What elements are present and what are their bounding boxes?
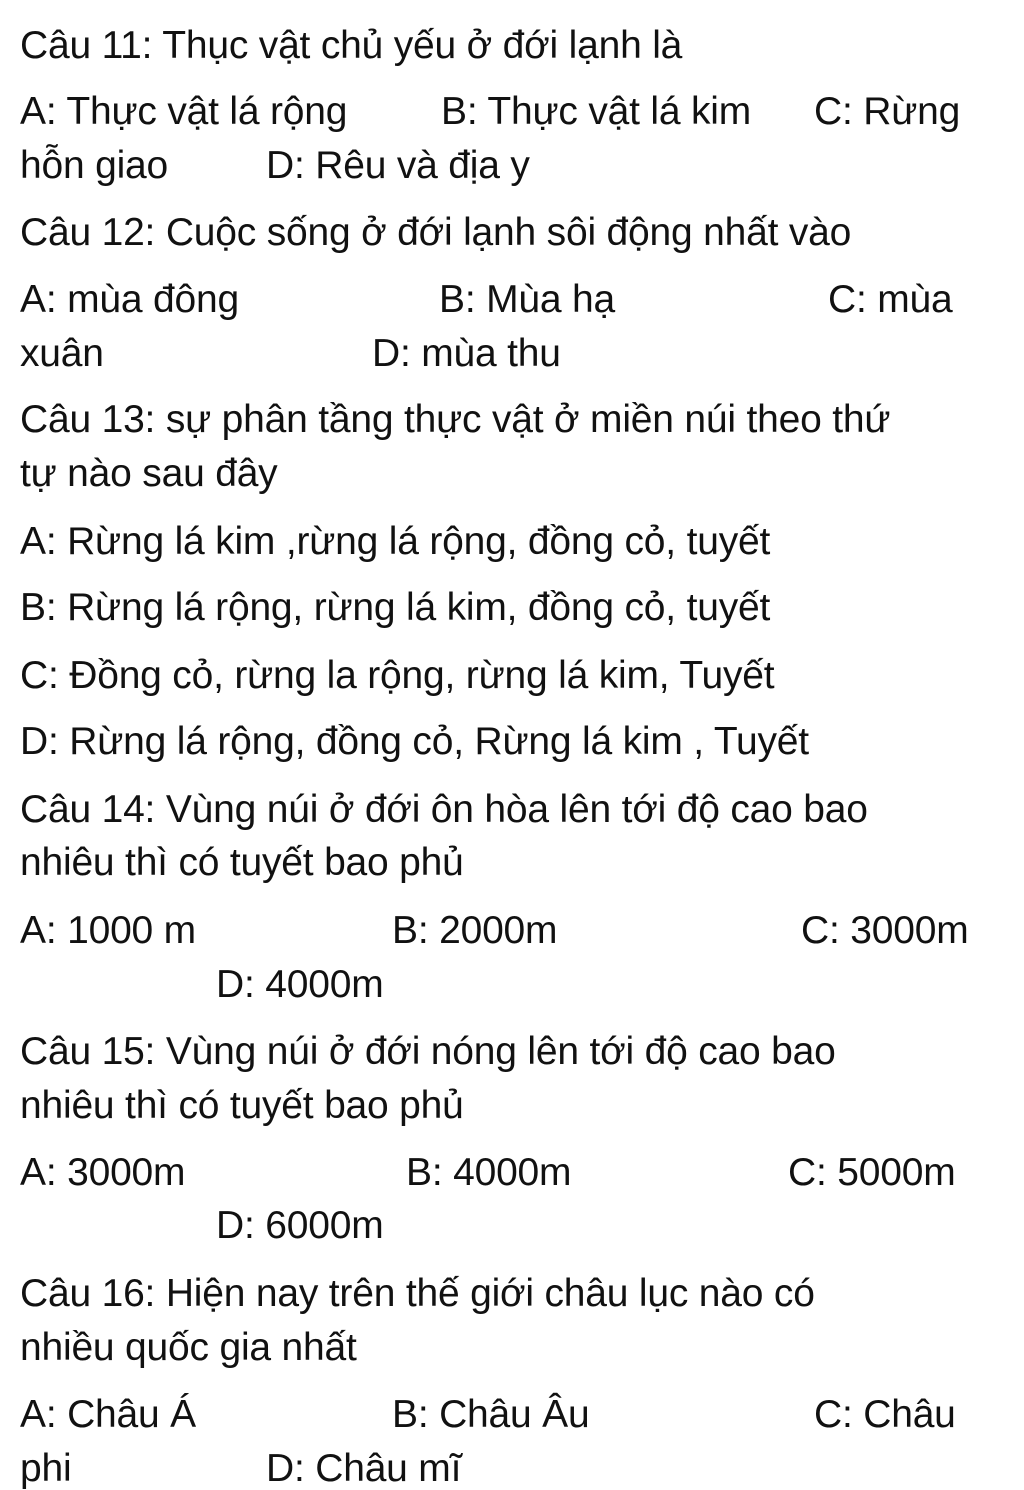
q13-option-a: A: Rừng lá kim ,rừng lá rộng, đồng cỏ, tuyết <box>20 520 771 563</box>
q14-option-b: B: 2000m <box>392 909 558 952</box>
q14-option-a: A: 1000 m <box>20 909 196 952</box>
q12-option-c: C: mùa <box>828 278 953 321</box>
q16-option-c-continued: phi <box>20 1447 72 1490</box>
q16-option-d: D: Châu mĩ <box>266 1447 462 1490</box>
q13-option-d: D: Rừng lá rộng, đồng cỏ, Rừng lá kim , Tuyết <box>20 720 809 763</box>
q14-question-line1: Câu 14: Vùng núi ở đới ôn hòa lên tới độ cao bao <box>20 788 868 831</box>
q11-question: Câu 11: Thục vật chủ yếu ở đới lạnh là <box>20 24 683 67</box>
q13-question-line2: tự nào sau đây <box>20 452 278 495</box>
q12-option-d: D: mùa thu <box>372 332 561 375</box>
q12-question: Câu 12: Cuộc sống ở đới lạnh sôi động nhất vào <box>20 211 852 254</box>
q15-question-line1: Câu 15: Vùng núi ở đới nóng lên tới độ cao bao <box>20 1030 836 1073</box>
q13-question-line1: Câu 13: sự phân tầng thực vật ở miền núi theo thứ <box>20 398 891 441</box>
q14-option-d: D: 4000m <box>216 963 384 1006</box>
q13-option-b: B: Rừng lá rộng, rừng lá kim, đồng cỏ, tuyết <box>20 586 771 629</box>
q16-option-b: B: Châu Âu <box>392 1393 590 1436</box>
q12-option-a: A: mùa đông <box>20 278 239 321</box>
q13-option-c: C: Đồng cỏ, rừng la rộng, rừng lá kim, Tuyết <box>20 654 775 697</box>
q11-option-a: A: Thực vật lá rộng <box>20 90 348 133</box>
q15-option-a: A: 3000m <box>20 1151 186 1194</box>
q11-option-b: B: Thực vật lá kim <box>441 90 752 133</box>
q12-option-c-continued: xuân <box>20 332 104 375</box>
q14-question-line2: nhiêu thì có tuyết bao phủ <box>20 841 464 884</box>
q15-question-line2: nhiêu thì có tuyết bao phủ <box>20 1084 464 1127</box>
q15-option-b: B: 4000m <box>406 1151 572 1194</box>
q11-option-c: C: Rừng <box>814 90 961 133</box>
q11-option-c-continued: hỗn giao <box>20 144 169 187</box>
q14-option-c: C: 3000m <box>801 909 969 952</box>
q11-option-d: D: Rêu và địa y <box>266 144 530 187</box>
q16-option-c: C: Châu <box>814 1393 956 1436</box>
q12-option-b: B: Mùa hạ <box>439 278 615 321</box>
q15-option-d: D: 6000m <box>216 1204 384 1247</box>
q16-question-line2: nhiều quốc gia nhất <box>20 1326 357 1369</box>
q16-question-line1: Câu 16: Hiện nay trên thế giới châu lục nào có <box>20 1272 815 1315</box>
q15-option-c: C: 5000m <box>788 1151 956 1194</box>
q16-option-a: A: Châu Á <box>20 1393 196 1436</box>
